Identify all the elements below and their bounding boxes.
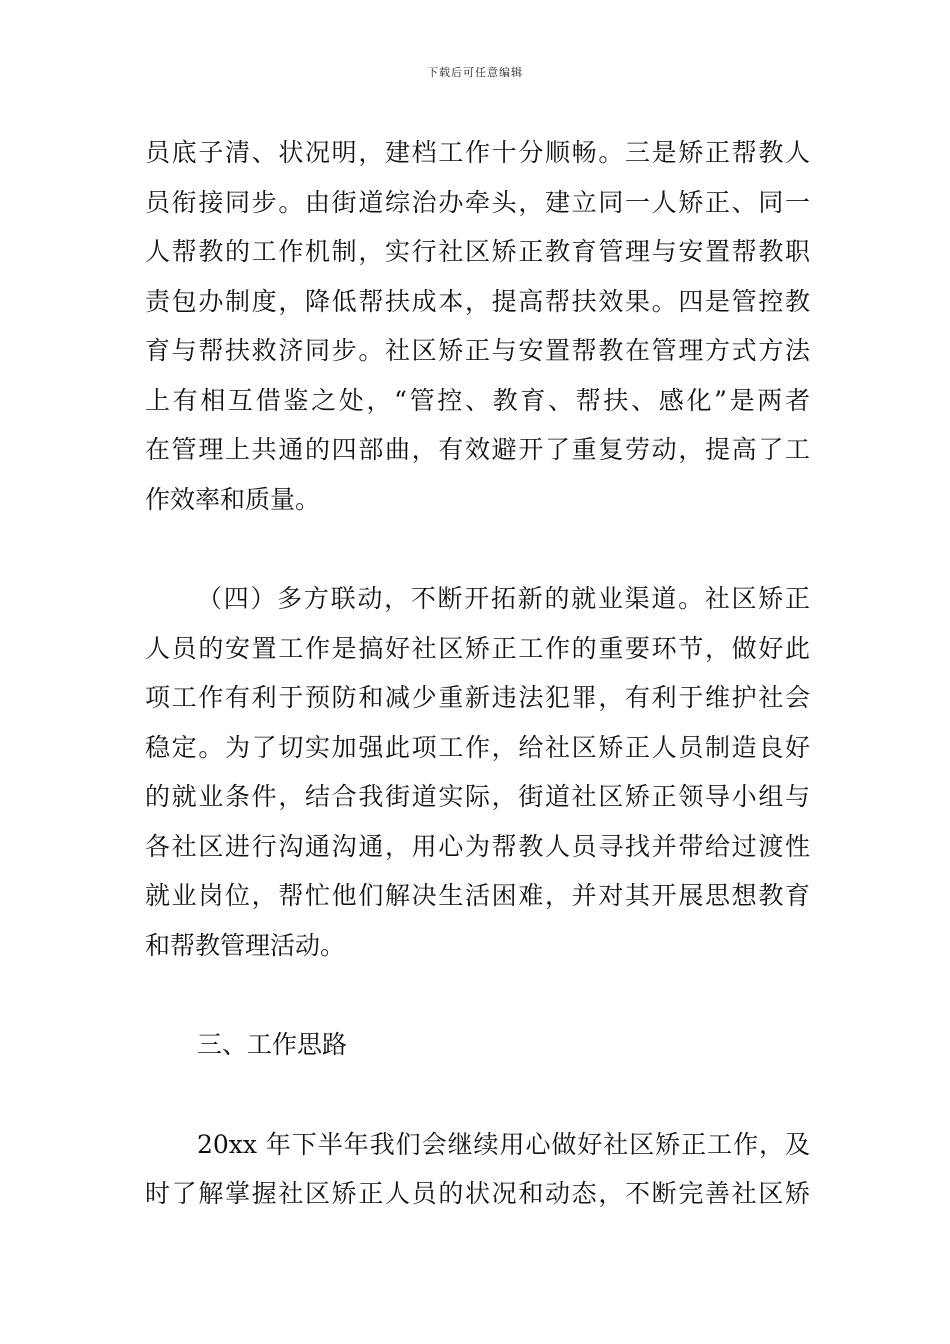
text-line: 时了解掌握社区矫正人员的状况和动态，不断完善社区矫 [145,1179,810,1208]
text-line: 20xx 年下半年我们会继续用心做好社区矫正工作，及 [197,1129,810,1159]
paragraph-gap [145,524,810,574]
text-line: 责包办制度，降低帮扶成本，提高帮扶效果。四是管控教 [145,286,810,316]
page-header-note: 下载后可任意编辑 [427,66,523,79]
text-line: 上有相互借鉴之处，“管控、教育、帮扶、感化”是两者 [145,385,810,415]
text-line: 员底子清、状况明，建档工作十分顺畅。三是矫正帮教人 [145,138,810,167]
paragraph-1 [145,128,810,524]
text-line: 的就业条件，结合我街道实际，街道社区矫正领导小组与 [145,782,810,811]
document-body [145,128,810,1219]
text-line: 作效率和质量。 [145,484,321,514]
text-line: 育与帮扶救济同步。社区矫正与安置帮教在管理方式方法 [145,336,810,365]
text-line: 就业岗位，帮忙他们解决生活困难，并对其开展思想教育 [145,881,810,910]
paragraph-3 [145,1120,810,1219]
section-heading [145,1020,810,1070]
text-line: 员衔接同步。由街道综治办牵头，建立同一人矫正、同一 [145,187,810,217]
text-line: 各社区进行沟通沟通，用心为帮教人员寻找并带给过渡性 [145,831,810,861]
text-line: 在管理上共通的四部曲，有效避开了重复劳动，提高了工 [145,435,810,464]
paragraph-gap [145,1070,810,1120]
paragraph-gap [145,970,810,1020]
paragraph-2 [145,574,810,970]
text-line: （四）多方联动，不断开拓新的就业渠道。社区矫正 [197,584,810,613]
text-line: 和帮教管理活动。 [145,930,346,960]
section-heading-text: 三、工作思路 [197,1030,348,1059]
text-line: 稳定。为了切实加强此项工作，给社区矫正人员制造良好 [145,732,810,762]
text-line: 人员的安置工作是搞好社区矫正工作的重要环节，做好此 [145,633,810,663]
text-line: 项工作有利于预防和减少重新违法犯罪，有利于维护社会 [145,683,810,712]
text-line: 人帮教的工作机制，实行社区矫正教育管理与安置帮教职 [145,237,810,266]
